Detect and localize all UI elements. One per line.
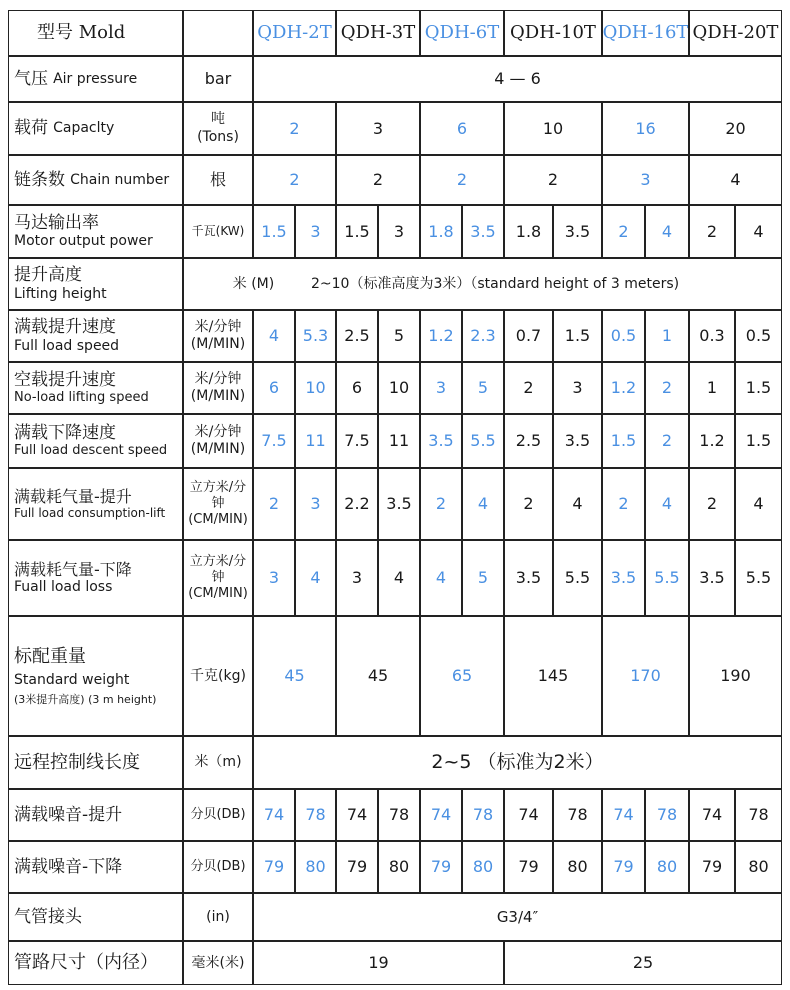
label-en: No-load lifting speed [14,390,149,406]
label-zh: 气管接头 [14,906,82,927]
unit-line: (CM/MIN) [188,512,248,528]
descent-speed-value: 11 [295,414,336,468]
capacity-qdh-2t: 2 [253,102,336,155]
chain-qdh-16t: 3 [602,155,689,205]
unit-chain: 根 [183,155,253,205]
noise-lift-value: 78 [553,789,602,841]
row-label-weight [8,616,183,736]
unit-remote: 米（m) [183,736,253,789]
full-speed-value: 1.5 [553,310,602,362]
full-speed-value: 1.2 [420,310,462,362]
capacity-qdh-3t: 3 [336,102,420,155]
unit-air-pressure: bar [183,56,253,102]
noise-lower-value: 80 [645,841,689,893]
noise-lower-value: 80 [735,841,782,893]
noise-lower-value: 80 [553,841,602,893]
unit-line: 米/分钟 [194,318,242,335]
row-label-remote [8,736,183,789]
chain-qdh-10t: 2 [504,155,602,205]
noise-lower-value: 80 [295,841,336,893]
label-zh: 远程控制线长度 [14,751,140,773]
unit-weight: 千克(kg) [183,616,253,736]
unit-line: 米/分钟 [194,370,242,387]
unit-hose-joint: (in) [183,893,253,941]
full-speed-value: 1 [645,310,689,362]
unit-capacity [183,102,253,155]
value-air-pressure: 4 — 6 [253,56,782,102]
descent-speed-value: 7.5 [336,414,378,468]
motor-value: 1.5 [253,205,295,258]
motor-value: 2 [689,205,735,258]
air-lower-value: 5.5 [735,540,782,616]
air-lower-value: 3 [336,540,378,616]
unit-line: (Tons) [197,128,239,145]
row-label-hose-joint [8,893,183,941]
model-header [8,10,183,56]
model-qdh-10t: QDH-10T [504,10,602,56]
air-lift-value: 4 [462,468,504,540]
air-lower-value: 3 [253,540,295,616]
model-qdh-6t: QDH-6T [420,10,504,56]
weight-qdh-2t: 45 [253,616,336,736]
air-lift-value: 2 [689,468,735,540]
unit-air-lower [183,540,253,616]
full-speed-value: 5 [378,310,420,362]
noise-lower-value: 80 [378,841,420,893]
value-remote: 2~5 （标准为2米） [253,736,782,789]
unit-line: 立方米/分 [189,479,247,495]
label-zh: 满载噪音-提升 [14,804,123,825]
unit-header [183,10,253,56]
motor-value: 3 [295,205,336,258]
noload-speed-value: 10 [378,362,420,414]
model-qdh-3t: QDH-3T [336,10,420,56]
row-label-pipe-size [8,941,183,985]
value-lifting-height [183,258,782,310]
weight-qdh-3t: 45 [336,616,420,736]
pipe-size-large: 25 [504,941,782,985]
noise-lift-value: 78 [645,789,689,841]
noise-lift-value: 74 [336,789,378,841]
unit-line: 米/分钟 [194,423,242,440]
noload-speed-value: 2 [504,362,553,414]
full-speed-value: 0.7 [504,310,553,362]
chain-qdh-3t: 2 [336,155,420,205]
unit-line: 吨 [211,111,225,127]
row-label-descent-speed [8,414,183,468]
weight-qdh-20t: 190 [689,616,782,736]
noload-speed-value: 1 [689,362,735,414]
motor-value: 3 [378,205,420,258]
full-speed-value: 0.3 [689,310,735,362]
unit-pipe-size: 毫米(米) [183,941,253,985]
label-zh: 气压 [14,68,48,89]
noise-lift-value: 74 [602,789,645,841]
spec-table [8,10,782,985]
noise-lower-value: 80 [462,841,504,893]
lifting-height-text: 2~10（标准高度为3米）（standard height of 3 meters) [311,275,680,292]
air-lower-value: 4 [295,540,336,616]
full-speed-value: 5.3 [295,310,336,362]
unit-noload-speed [183,362,253,414]
noise-lift-value: 78 [462,789,504,841]
air-lower-value: 3.5 [602,540,645,616]
label-en: Full load descent speed [14,443,168,459]
noise-lift-value: 74 [420,789,462,841]
noise-lower-value: 79 [602,841,645,893]
air-lift-value: 4 [553,468,602,540]
label-zh: 马达输出率 [14,212,99,233]
label-zh: 满载耗气量-提升 [14,487,132,507]
row-label-noise-lift [8,789,183,841]
air-lift-value: 4 [735,468,782,540]
noise-lower-value: 79 [689,841,735,893]
unit-line: (M/MIN) [190,441,246,457]
unit-noise-lower: 分贝(DB) [183,841,253,893]
descent-speed-value: 3.5 [420,414,462,468]
unit-full-speed [183,310,253,362]
air-lower-value: 5.5 [553,540,602,616]
air-lower-value: 5 [462,540,504,616]
noise-lift-value: 78 [378,789,420,841]
unit-line: 立方米/分 [189,553,247,569]
chain-qdh-20t: 4 [689,155,782,205]
label-en: Lifting height [14,285,107,302]
descent-speed-value: 2.5 [504,414,553,468]
unit-lifting-height: 米 (M) [232,275,275,292]
full-speed-value: 0.5 [602,310,645,362]
motor-value: 4 [735,205,782,258]
motor-value: 3.5 [553,205,602,258]
descent-speed-value: 3.5 [553,414,602,468]
noise-lift-value: 74 [689,789,735,841]
label-en: Chain number [70,171,170,188]
descent-speed-value: 1.5 [602,414,645,468]
noise-lower-value: 79 [504,841,553,893]
label-zh: 标配重量 [14,646,86,668]
noload-speed-value: 1.5 [735,362,782,414]
row-label-chain [8,155,183,205]
descent-speed-value: 5.5 [462,414,504,468]
value-hose-joint: G3/4″ [253,893,782,941]
unit-line: 钟 [211,569,225,585]
descent-speed-value: 2 [645,414,689,468]
row-label-full-speed [8,310,183,362]
unit-motor: 千瓦(KW) [183,205,253,258]
row-label-air-lower [8,540,183,616]
capacity-qdh-10t: 10 [504,102,602,155]
noload-speed-value: 6 [336,362,378,414]
label-zh: 满载耗气量-下降 [14,560,132,579]
row-label-lifting-height [8,258,183,310]
label-zh: 满载噪音-下降 [14,856,123,877]
noload-speed-value: 1.2 [602,362,645,414]
noload-speed-value: 5 [462,362,504,414]
noise-lower-value: 79 [336,841,378,893]
noise-lift-value: 74 [504,789,553,841]
label-en: Motor output power [14,233,153,250]
air-lift-value: 4 [645,468,689,540]
air-lower-value: 3.5 [689,540,735,616]
air-lift-value: 2 [602,468,645,540]
capacity-qdh-16t: 16 [602,102,689,155]
unit-line: (M/MIN) [190,388,246,404]
capacity-qdh-6t: 6 [420,102,504,155]
motor-value: 2 [602,205,645,258]
label-zh: 管路尺寸（内径） [14,952,158,974]
full-speed-value: 2.3 [462,310,504,362]
row-label-air-lift [8,468,183,540]
label-zh: 提升高度 [14,265,82,286]
model-qdh-2t: QDH-2T [253,10,336,56]
unit-noise-lift: 分贝(DB) [183,789,253,841]
air-lift-value: 3.5 [378,468,420,540]
noload-speed-value: 10 [295,362,336,414]
air-lift-value: 2.2 [336,468,378,540]
air-lift-value: 2 [420,468,462,540]
weight-qdh-10t: 145 [504,616,602,736]
unit-air-lift [183,468,253,540]
noload-speed-value: 2 [645,362,689,414]
capacity-qdh-20t: 20 [689,102,782,155]
noise-lower-value: 79 [420,841,462,893]
motor-value: 3.5 [462,205,504,258]
motor-value: 1.8 [420,205,462,258]
row-label-noload-speed [8,362,183,414]
label-note: (3米提升高度) (3 m height) [14,692,157,706]
label-en: Fuall load loss [14,579,113,596]
row-label-capacity [8,102,183,155]
noload-speed-value: 3 [420,362,462,414]
full-speed-value: 4 [253,310,295,362]
air-lift-value: 3 [295,468,336,540]
air-lower-value: 4 [420,540,462,616]
motor-value: 1.5 [336,205,378,258]
label-en: Standard weight [14,671,130,688]
model-qdh-20t: QDH-20T [689,10,782,56]
noise-lift-value: 78 [295,789,336,841]
row-label-motor [8,205,183,258]
motor-value: 4 [645,205,689,258]
descent-speed-value: 11 [378,414,420,468]
noise-lift-value: 74 [253,789,295,841]
air-lift-value: 2 [504,468,553,540]
label-zh: 空载提升速度 [14,370,116,390]
label-en: Full load speed [14,337,120,354]
unit-descent-speed [183,414,253,468]
noload-speed-value: 3 [553,362,602,414]
air-lower-value: 4 [378,540,420,616]
weight-qdh-6t: 65 [420,616,504,736]
noload-speed-value: 6 [253,362,295,414]
descent-speed-value: 1.2 [689,414,735,468]
row-label-air-pressure [8,56,183,102]
row-label-noise-lower [8,841,183,893]
pipe-size-small: 19 [253,941,504,985]
chain-qdh-6t: 2 [420,155,504,205]
full-speed-value: 2.5 [336,310,378,362]
motor-value: 1.8 [504,205,553,258]
descent-speed-value: 7.5 [253,414,295,468]
label-zh: 载荷 [14,118,48,139]
unit-line: 钟 [211,495,225,511]
descent-speed-value: 1.5 [735,414,782,468]
label-en: Capaclty [53,120,115,137]
label-en: Air pressure [53,70,138,87]
air-lift-value: 2 [253,468,295,540]
label-zh: 满载下降速度 [14,423,116,443]
weight-qdh-16t: 170 [602,616,689,736]
air-lower-value: 3.5 [504,540,553,616]
chain-qdh-2t: 2 [253,155,336,205]
noise-lower-value: 79 [253,841,295,893]
model-label: 型号 Mold [37,22,126,44]
label-zh: 链条数 [14,169,65,190]
unit-line: (M/MIN) [190,336,246,352]
noise-lift-value: 78 [735,789,782,841]
model-qdh-16t: QDH-16T [602,10,689,56]
label-en: Full load consumption-lift [14,506,166,521]
unit-line: (CM/MIN) [188,586,248,602]
air-lower-value: 5.5 [645,540,689,616]
full-speed-value: 0.5 [735,310,782,362]
label-zh: 满载提升速度 [14,317,116,338]
